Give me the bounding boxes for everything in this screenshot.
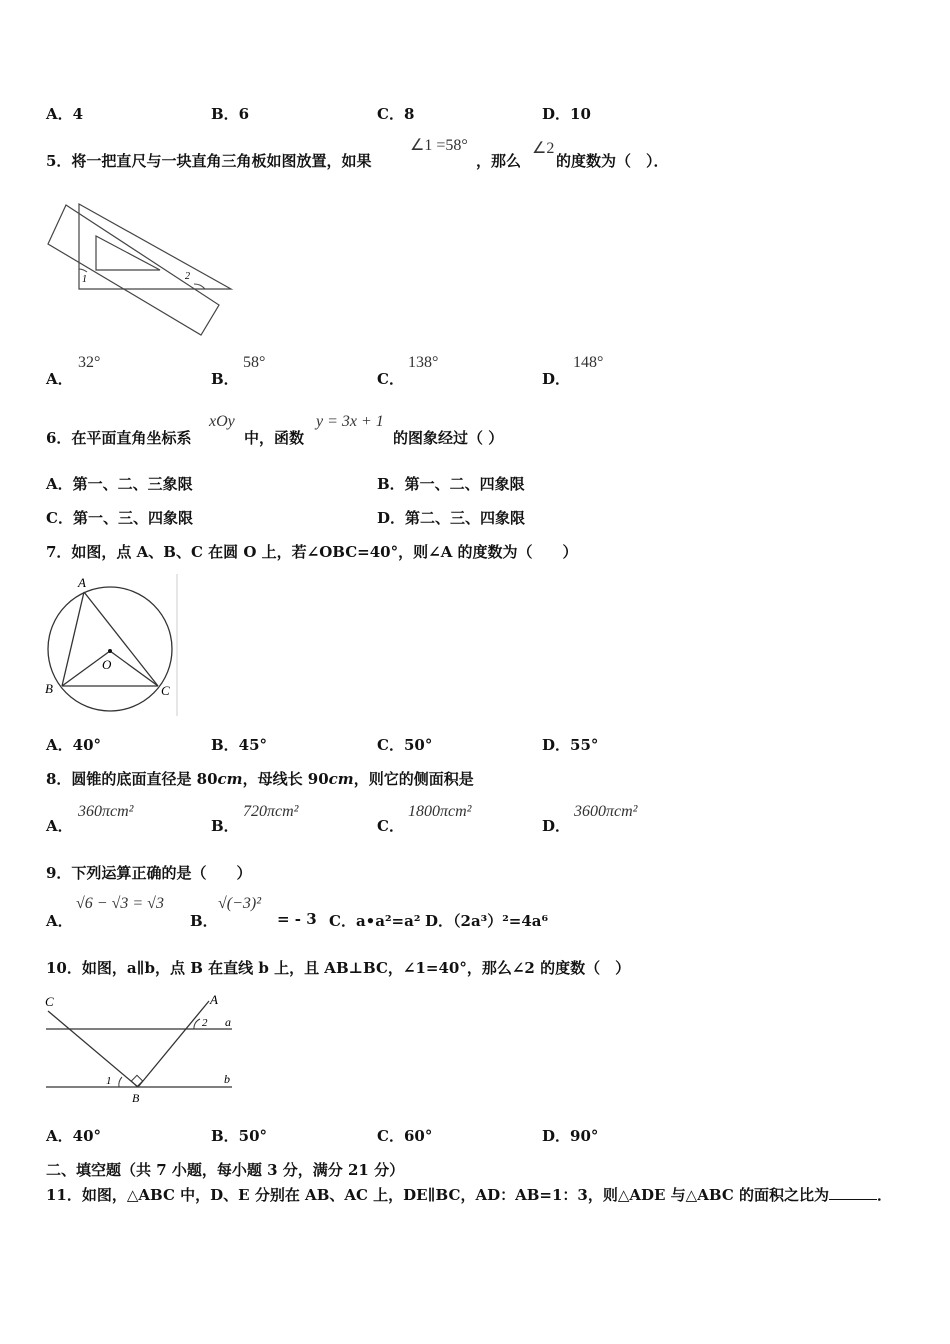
q8-question — [46, 768, 474, 789]
q8-option-b-value: 720πcm² — [243, 803, 299, 820]
q11-end: ． — [876, 1186, 892, 1204]
q5-option-c-value: 138° — [408, 354, 439, 371]
q5-text-b: ，那么 — [476, 152, 522, 170]
q8-text-b: ，母线长 90 — [242, 770, 329, 788]
q5-math-angle1: ∠1 =58° — [410, 137, 468, 154]
q8-option-a-letter: A． — [46, 817, 73, 835]
q10-label-line-a: a — [225, 1015, 231, 1029]
q5-label-1: 1 — [82, 274, 87, 285]
q9-option-c: C．a•a²=a² — [329, 912, 421, 930]
q10-label-2: 2 — [202, 1017, 208, 1029]
q7-figure — [44, 574, 178, 716]
q6-math-plane: xOy — [209, 413, 235, 430]
q10-question: 10．如图，a∥b，点 B 在直线 b 上，且 AB⊥BC，∠1=40°，那么∠2 的度数（ ） — [46, 959, 631, 977]
q11-question — [46, 1184, 892, 1205]
q9-option-b-rest: = - 3 — [277, 910, 317, 928]
q6-text-a: 6．在平面直角坐标系 — [46, 429, 192, 447]
q5-option-b-letter: B． — [211, 370, 239, 388]
q6-option-d: D．第二、三、四象限 — [377, 509, 526, 527]
q10-option-a: A．40° — [46, 1127, 102, 1145]
q8-text-a: 8．圆锥的底面直径是 80 — [46, 770, 218, 788]
q8-text-c: ，则它的侧面积是 — [353, 770, 474, 788]
q9-question: 9．下列运算正确的是（ ） — [46, 864, 252, 882]
q7-label-b: B — [45, 681, 53, 696]
q10-label-c: C — [45, 994, 54, 1009]
q10-label-line-b: b — [224, 1072, 230, 1086]
q10-label-1: 1 — [106, 1075, 112, 1087]
triangle-inner — [96, 236, 160, 270]
q7-option-b: B．45° — [211, 736, 268, 754]
q6-option-b: B．第一、二、四象限 — [377, 475, 525, 493]
q7-option-c: C．50° — [377, 736, 433, 754]
q8-option-b-letter: B． — [211, 817, 239, 835]
q7-label-o: O — [102, 657, 112, 672]
q5-question — [46, 150, 371, 171]
q5-option-c-letter: C． — [377, 370, 404, 388]
q5-text-a: 5．将一把直尺与一块直角三角板如图放置，如果 — [46, 152, 372, 170]
q8-option-d-letter: D． — [542, 817, 571, 835]
q8-unit-1: cm — [217, 770, 243, 788]
q8-option-c-value: 1800πcm² — [408, 803, 472, 820]
q10-option-d: D．90° — [542, 1127, 599, 1145]
q5-math-angle2: ∠2 — [532, 140, 555, 157]
q8-option-a-value: 360πcm² — [78, 803, 134, 820]
q10-label-b-point: B — [132, 1091, 140, 1105]
q9-option-a-expr: √6 − √3 = √3 — [76, 895, 164, 912]
q10-figure — [44, 993, 236, 1105]
q7-label-a: A — [78, 575, 86, 590]
q8-option-d-value: 3600πcm² — [574, 803, 638, 820]
q10-option-c: C．60° — [377, 1127, 433, 1145]
q6-option-c: C．第一、三、四象限 — [46, 509, 193, 527]
q4-option-a: A．4 — [46, 105, 84, 123]
q6-text-c: 的图象经过（ ） — [393, 429, 504, 447]
q5-label-2: 2 — [185, 271, 190, 282]
q5-option-b-value: 58° — [243, 354, 266, 371]
q7-option-a: A．40° — [46, 736, 102, 754]
q4-option-c: C．8 — [377, 105, 415, 123]
q5-text-c: 的度数为（ ）． — [556, 152, 669, 170]
q4-option-d: D．10 — [542, 105, 591, 123]
q11-text: 11．如图，△ABC 中，D、E 分别在 AB、AC 上，DE∥BC，AD：AB=1：3，则△ADE 与△ABC 的面积之比为 — [46, 1186, 829, 1204]
q6-text-b: 中，函数 — [244, 429, 305, 447]
q9-option-b-letter: B． — [190, 912, 218, 930]
q6-math-function: y = 3x + 1 — [316, 413, 384, 430]
q5-option-a-letter: A． — [46, 370, 73, 388]
q9-option-b-expr: √(−3)² — [218, 895, 262, 912]
q9-option-d: D．（2a³）²=4a⁶ — [425, 912, 549, 930]
q10-label-a-point: A — [210, 993, 218, 1007]
q8-option-c-letter: C． — [377, 817, 404, 835]
q5-option-d-letter: D． — [542, 370, 571, 388]
q7-question: 7．如图，点 A、B、C 在圆 O 上，若∠OBC=40°，则∠A 的度数为（ ） — [46, 543, 578, 561]
q7-option-d: D．55° — [542, 736, 599, 754]
q10-option-b: B．50° — [211, 1127, 268, 1145]
q11-answer-blank — [829, 1187, 877, 1200]
q7-label-c: C — [161, 683, 170, 698]
q8-unit-2: cm — [328, 770, 354, 788]
q9-option-a-letter: A． — [46, 912, 73, 930]
q5-figure — [44, 198, 236, 338]
q5-option-a-value: 32° — [78, 354, 101, 371]
q4-option-b: B．6 — [211, 105, 250, 123]
section-heading: 二、填空题（共 7 小题，每小题 3 分，满分 21 分） — [46, 1161, 405, 1179]
q5-option-d-value: 148° — [573, 354, 604, 371]
q6-option-a: A．第一、二、三象限 — [46, 475, 193, 493]
